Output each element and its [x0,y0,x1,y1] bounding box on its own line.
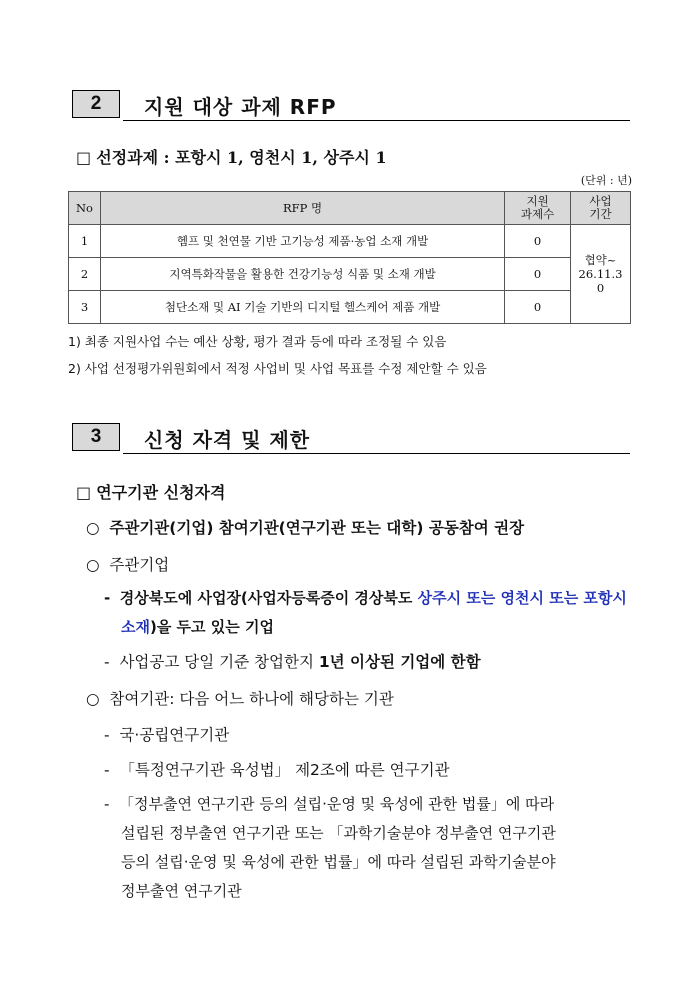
item-text: 참여기관: 다음 어느 하나에 해당하는 기관 [109,690,394,708]
dash-bullet: - [104,653,110,671]
item-3-sub-3-line-3: 등의 설립·운영 및 육성에 관한 법률」에 따라 설립된 과학기술분야 [121,853,556,871]
eligibility-item-1 [86,516,524,538]
period-line2: 26.11.3 [578,267,623,281]
note-1: 1) 최종 지원사업 수는 예산 상황, 평가 결과 등에 따라 조정될 수 있음 [68,334,447,349]
selection-line [76,145,387,168]
row-count: 0 [505,291,571,324]
item-3-sub-3-line-1 [104,793,554,814]
table-row [69,225,631,258]
header-period-line2: 기간 [589,207,612,221]
item-2-sub-1-line-1 [104,587,627,608]
circle-bullet-icon: ○ [86,556,100,574]
section-rule [123,120,630,121]
row-no: 2 [69,258,101,291]
item-2-sub-1-line-2 [121,616,274,637]
row-no: 1 [69,225,101,258]
eligibility-heading [76,480,225,503]
header-count-line1: 지원 [526,194,549,208]
table-row [69,291,631,324]
section-title: 지원 대상 과제 RFP [144,95,337,119]
item-3-sub-2 [104,758,450,780]
period-cell [571,225,631,324]
row-rfp-name: 지역특화작물을 활용한 건강기능성 식품 및 소재 개발 [100,258,504,291]
item-2-sub-2 [104,650,481,672]
note-2: 2) 사업 선정평가위원회에서 적정 사업비 및 사업 목표를 수정 제안할 수 있음 [68,361,487,376]
sub-text: 「특정연구기관 육성법」 제2조에 따른 연구기관 [119,761,450,779]
table-header-row [69,192,631,225]
sub-text: 사업공고 당일 기준 창업한지 [119,653,319,671]
header-period-line1: 사업 [589,194,612,208]
dash-bullet: - [104,589,111,607]
circle-bullet-icon: ○ [86,519,100,537]
row-count: 0 [505,225,571,258]
sub-text: 국·공립연구기관 [119,726,230,744]
section-number: 3 [72,423,120,451]
eligibility-heading-text: 연구기관 신청자격 [96,483,226,502]
period-line1: 협약~ [584,253,617,267]
sub-text: )을 두고 있는 기업 [149,618,274,636]
period-line3: 0 [596,281,605,295]
dash-bullet: - [104,726,110,744]
unit-label: (단위 : 년) [580,174,632,187]
rfp-table [68,191,631,324]
header-period [571,192,631,225]
section-number: 2 [72,90,120,118]
dash-bullet: - [104,761,110,779]
row-rfp-name: 헴프 및 천연물 기반 고기능성 제품·농업 소재 개발 [100,225,504,258]
section-3-header [72,423,630,451]
sub-text: 「정부출연 연구기관 등의 설립·운영 및 육성에 관한 법률」에 따라 [118,795,555,813]
item-3-sub-3-line-2: 설립된 정부출연 연구기관 또는 「과학기술분야 정부출연 연구기관 [121,824,556,842]
section-title: 신청 자격 및 제한 [144,428,311,452]
eligibility-item-2 [86,553,169,575]
table-row [69,258,631,291]
header-count-line2: 과제수 [520,207,555,221]
header-count [505,192,571,225]
item-text: 주관기업 [109,556,170,574]
header-rfp-name: RFP 명 [100,192,504,225]
dash-bullet: - [104,795,110,813]
section-2-header [72,90,630,118]
row-rfp-name: 첨단소재 및 AI 기술 기반의 디지털 헬스케어 제품 개발 [100,291,504,324]
selection-text: 선정과제 : 포항시 1, 영천시 1, 상주시 1 [96,148,387,167]
eligibility-item-3 [86,687,394,709]
checkbox-bullet-icon: □ [76,483,92,502]
row-count: 0 [505,258,571,291]
section-rule [123,453,630,454]
item-3-sub-1 [104,723,229,745]
circle-bullet-icon: ○ [86,690,100,708]
location-highlight: 소재 [121,618,150,636]
item-3-sub-3-line-4: 정부출연 연구기관 [121,882,242,900]
checkbox-bullet-icon: □ [76,148,92,167]
row-no: 3 [69,291,101,324]
sub-text: 경상북도에 사업장(사업자등록증이 경상북도 [119,589,418,607]
item-text: 주관기관(기업) 참여기관(연구기관 또는 대학) 공동참여 권장 [109,519,525,537]
sub-text-bold: 1년 이상된 기업에 한함 [318,653,481,671]
city-highlight: 상주시 또는 영천시 또는 포항시 [417,589,627,607]
header-no: No [69,192,101,225]
